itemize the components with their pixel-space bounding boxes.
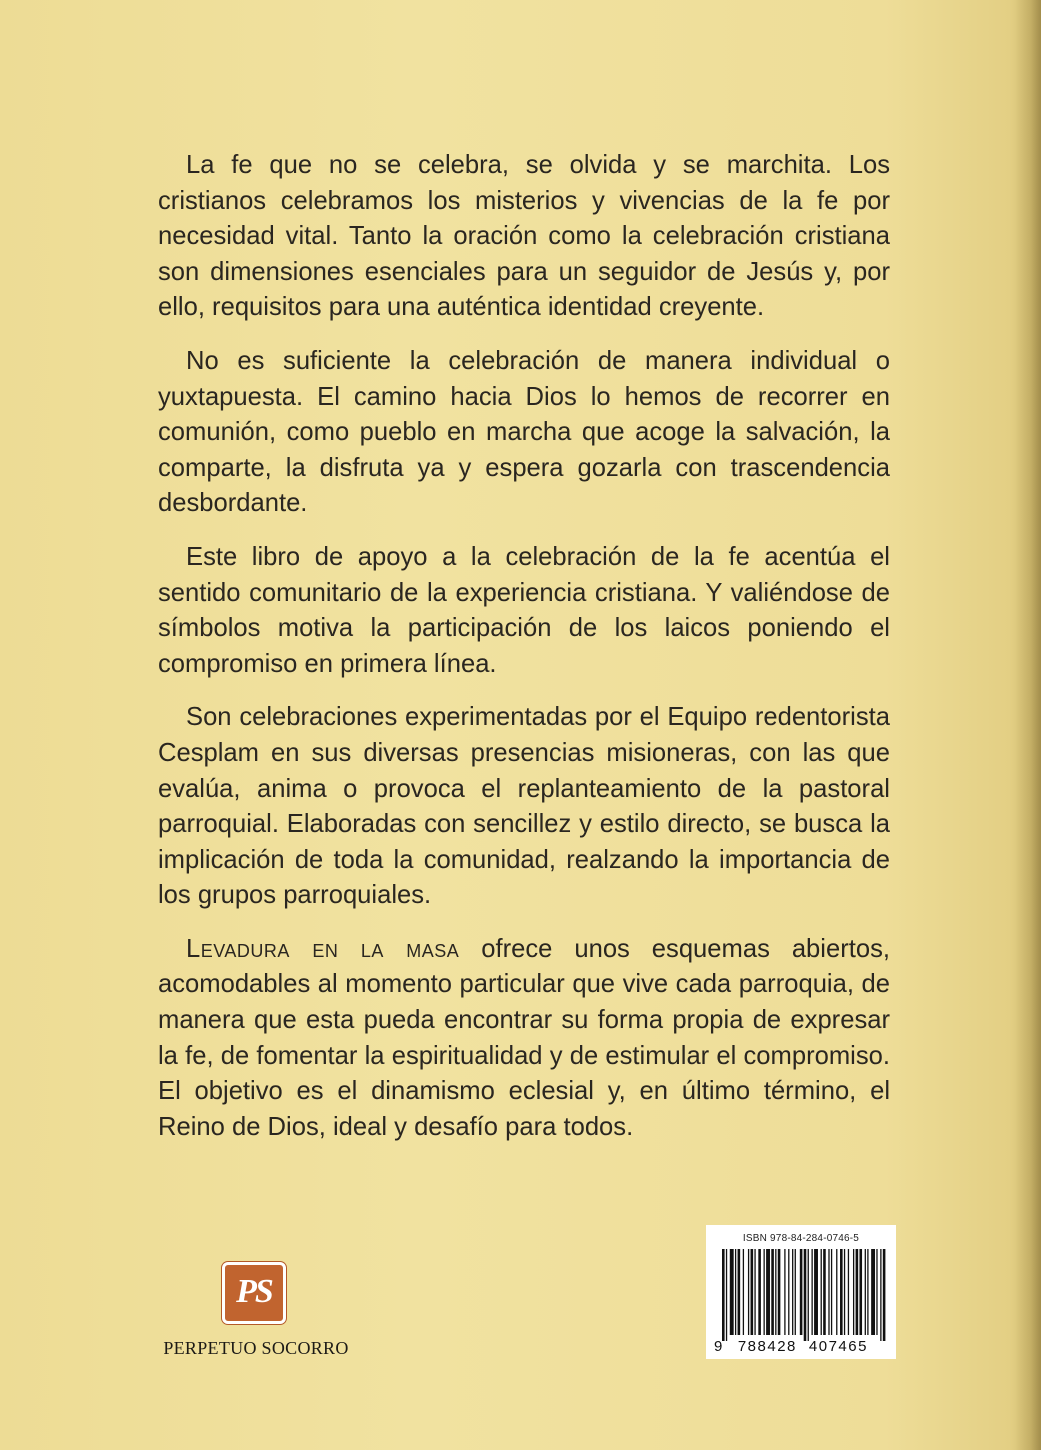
barcode-bar bbox=[831, 1249, 832, 1335]
barcode-bar bbox=[795, 1249, 796, 1335]
barcode-bar bbox=[743, 1249, 744, 1335]
blurb-paragraph-5 bbox=[158, 932, 890, 1146]
barcode-bar bbox=[784, 1249, 785, 1335]
barcode-digits-left: 788428 bbox=[737, 1338, 797, 1355]
barcode-bar bbox=[808, 1249, 809, 1341]
barcode-bar bbox=[859, 1249, 862, 1335]
publisher-logo-text: PS bbox=[236, 1273, 272, 1310]
barcode-bar bbox=[722, 1249, 725, 1341]
barcode-bar bbox=[871, 1249, 875, 1335]
barcode-bar bbox=[880, 1249, 881, 1341]
barcode-digits bbox=[714, 1338, 890, 1355]
barcode-bar bbox=[848, 1249, 849, 1335]
barcode-bar bbox=[792, 1249, 793, 1335]
barcode-bar bbox=[823, 1249, 826, 1335]
barcode-image bbox=[722, 1249, 888, 1341]
barcode-bar bbox=[867, 1249, 868, 1335]
barcode-bar bbox=[778, 1249, 781, 1335]
barcode-bar bbox=[771, 1249, 774, 1335]
blurb-paragraph-4: Son celebraciones experimentadas por el Equipo redentorista Cesplam en sus diversas presencias misioneras, con las que evalúa, anima o provoca el replanteamiento de la pastoral parroquial. Elaboradas con sencillez y estilo directo, se busca la implicación de toda la comunidad, realzando la importancia de los grupos parroquiales. bbox=[158, 703, 890, 910]
barcode-bar bbox=[766, 1249, 770, 1335]
barcode-bar bbox=[758, 1249, 761, 1335]
barcode-bar bbox=[811, 1249, 812, 1335]
blurb-paragraph-5-text: ofrece unos esquemas abiertos, acomodables al momento particular que vive cada parroquia, de manera que esta pueda encontrar su forma propia de expresar la fe, de fomentar la espiritualidad y de estimular el compromiso. El objetivo es el dinamismo eclesial y, en último término, el Reino de Dios, ideal y desafío para todos. bbox=[158, 934, 890, 1141]
barcode-bar bbox=[828, 1249, 829, 1335]
barcode-bar bbox=[814, 1249, 818, 1335]
barcode-bar bbox=[856, 1249, 859, 1335]
barcode-bar bbox=[821, 1249, 822, 1335]
barcode-bar bbox=[876, 1249, 877, 1335]
barcode-bar bbox=[735, 1249, 736, 1335]
barcode-digit-lead: 9 bbox=[714, 1338, 724, 1355]
spine-edge-shadow bbox=[1015, 0, 1041, 1450]
barcode-bar bbox=[853, 1249, 854, 1335]
barcode-bar bbox=[754, 1249, 755, 1335]
barcode-bar bbox=[865, 1249, 866, 1335]
barcode-bar bbox=[730, 1249, 734, 1335]
barcode-bar bbox=[748, 1249, 749, 1335]
barcode-bar bbox=[883, 1249, 886, 1341]
book-title-inline: Levadura en la masa bbox=[186, 934, 460, 963]
barcode-bar bbox=[804, 1249, 807, 1341]
barcode-bar bbox=[788, 1249, 789, 1335]
barcode-bar bbox=[764, 1249, 765, 1335]
publisher-name: PERPETUO SOCORRO bbox=[163, 1338, 349, 1358]
isbn-number: ISBN 978-84-284-0746-5 bbox=[742, 1233, 860, 1244]
barcode-bar bbox=[844, 1249, 845, 1335]
blurb-paragraph-2: No es suficiente la celebración de manera individual o yuxtapuesta. El camino hacia Dios lo hemos de recorrer en comunión, como pueblo en marcha que acoge la salvación, la comparte, la disfruta ya y espera gozarla con trascendencia desbordante. bbox=[158, 346, 890, 518]
cover-blurb bbox=[158, 148, 890, 1163]
barcode-digits-right: 407465 bbox=[808, 1338, 868, 1355]
barcode-bar bbox=[738, 1249, 741, 1335]
blurb-paragraph-1: La fe que no se celebra, se olvida y se marchita. Los cristianos celebramos los misterios y vivencias de la fe por necesidad vital. Tanto la oración como la celebración cristiana son dimensiones esenciales para un seguidor de Jesús y, por ello, requisitos para una auténtica identidad creyente. bbox=[158, 151, 890, 322]
barcode-bar bbox=[775, 1249, 776, 1335]
publisher-logo bbox=[222, 1262, 286, 1324]
barcode-bar bbox=[840, 1249, 843, 1335]
barcode-label bbox=[706, 1225, 896, 1359]
barcode-bar bbox=[726, 1249, 727, 1341]
blurb-paragraph-3: Este libro de apoyo a la celebración de la fe acentúa el sentido comunitario de la experiencia cristiana. Y valiéndose de símbolos motiva la participación de los laicos poniendo el compromiso en primera línea. bbox=[158, 542, 890, 678]
barcode-bar bbox=[751, 1249, 754, 1335]
barcode-bar bbox=[836, 1249, 837, 1335]
barcode-bar bbox=[800, 1249, 803, 1335]
